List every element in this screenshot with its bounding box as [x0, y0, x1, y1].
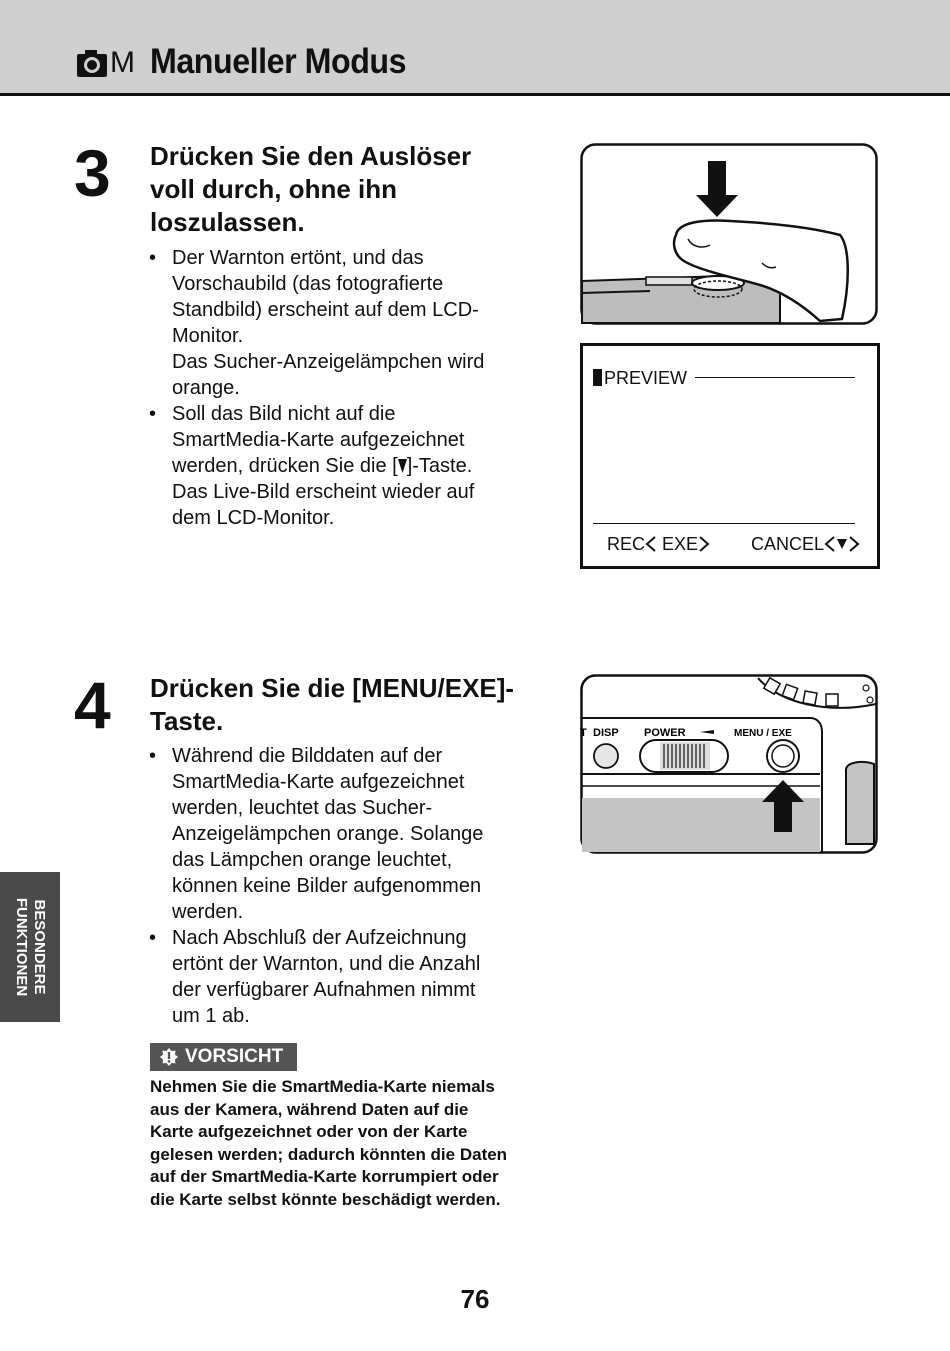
t-label: T — [580, 727, 587, 739]
step-3-bullets — [148, 245, 548, 531]
list-item: • Nach Abschluß der Aufzeichnung ertönt der Warnton, und die Anzahl der verfügbarer Aufnahmen nimmt um 1 ab. — [148, 925, 548, 1029]
disp-button — [594, 744, 618, 768]
right-arrow-icon — [698, 536, 710, 552]
step-3-title: Drücken Sie den Auslöser voll durch, ohne ihn loszulassen. — [150, 141, 472, 237]
caution-text: Nehmen Sie die SmartMedia-Karte niemals aus der Kamera, während Daten auf die Karte aufgezeichnet oder von der Karte gelesen werden; dadurch könnten die Daten auf der SmartMedia-Karte korrumpiert oder die Karte selbst könnte beschädigt werden. — [150, 1077, 508, 1209]
list-item: • Während die Bilddaten auf der SmartMedia-Karte aufgezeichnet werden, leuchtet das Sucher- Anzeigelämpchen orange. Solange das Lämpchen orange leuchtet, können keine Bilder aufgenommen werden. — [148, 743, 548, 925]
step-4-number: 4 — [74, 668, 111, 742]
menu-exe-label: MENU / EXE — [734, 728, 792, 739]
page-header — [0, 0, 950, 96]
shutter-press-illustration — [580, 143, 878, 325]
divider — [695, 377, 855, 378]
down-arrow-icon — [398, 458, 407, 474]
left-arrow-icon — [824, 536, 836, 552]
left-arrow-icon — [645, 536, 657, 552]
page-title: Manueller Modus — [150, 42, 407, 81]
power-label: POWER — [644, 727, 686, 739]
right-arrow-icon — [848, 536, 860, 552]
lcd-preview-screen — [580, 343, 880, 569]
divider — [593, 523, 855, 524]
step-3-number: 3 — [74, 136, 111, 210]
section-side-tab — [0, 872, 60, 1022]
caution-tag: VORSICHT — [150, 1043, 297, 1071]
marker-icon — [593, 369, 602, 386]
disp-label: DISP — [593, 727, 619, 739]
cancel-hint: CANCEL — [751, 534, 860, 555]
page-number: 76 — [460, 1284, 490, 1314]
preview-label: PREVIEW — [604, 368, 688, 388]
step-4-title: Drücken Sie die [MENU/EXE]- Taste. — [150, 673, 515, 736]
side-tab-line-1: BESONDERE — [31, 899, 48, 995]
list-item-continuation: Das Sucher-Anzeigelämpchen wird orange. — [172, 351, 485, 399]
step-4-bullets — [148, 743, 548, 1029]
list-item: • Der Warnton ertönt, und das Vorschaubild (das fotografierte Standbild) erscheint auf dem LCD- Monitor. — [148, 245, 548, 349]
side-tab-line-2: FUNKTIONEN — [13, 897, 30, 997]
rec-exe-hint: REC EXE — [607, 534, 710, 555]
caution-icon — [159, 1047, 179, 1067]
camera-icon — [76, 48, 108, 78]
down-arrow-icon — [836, 536, 848, 552]
list-item: • Soll das Bild nicht auf die SmartMedia-Karte aufgezeichnet werden, drücken Sie die [ ]-Taste. Das Live-Bild erscheint wieder auf dem LCD-Monitor. — [148, 401, 548, 531]
camera-back-illustration — [580, 674, 878, 854]
mode-letter: M — [110, 46, 135, 79]
